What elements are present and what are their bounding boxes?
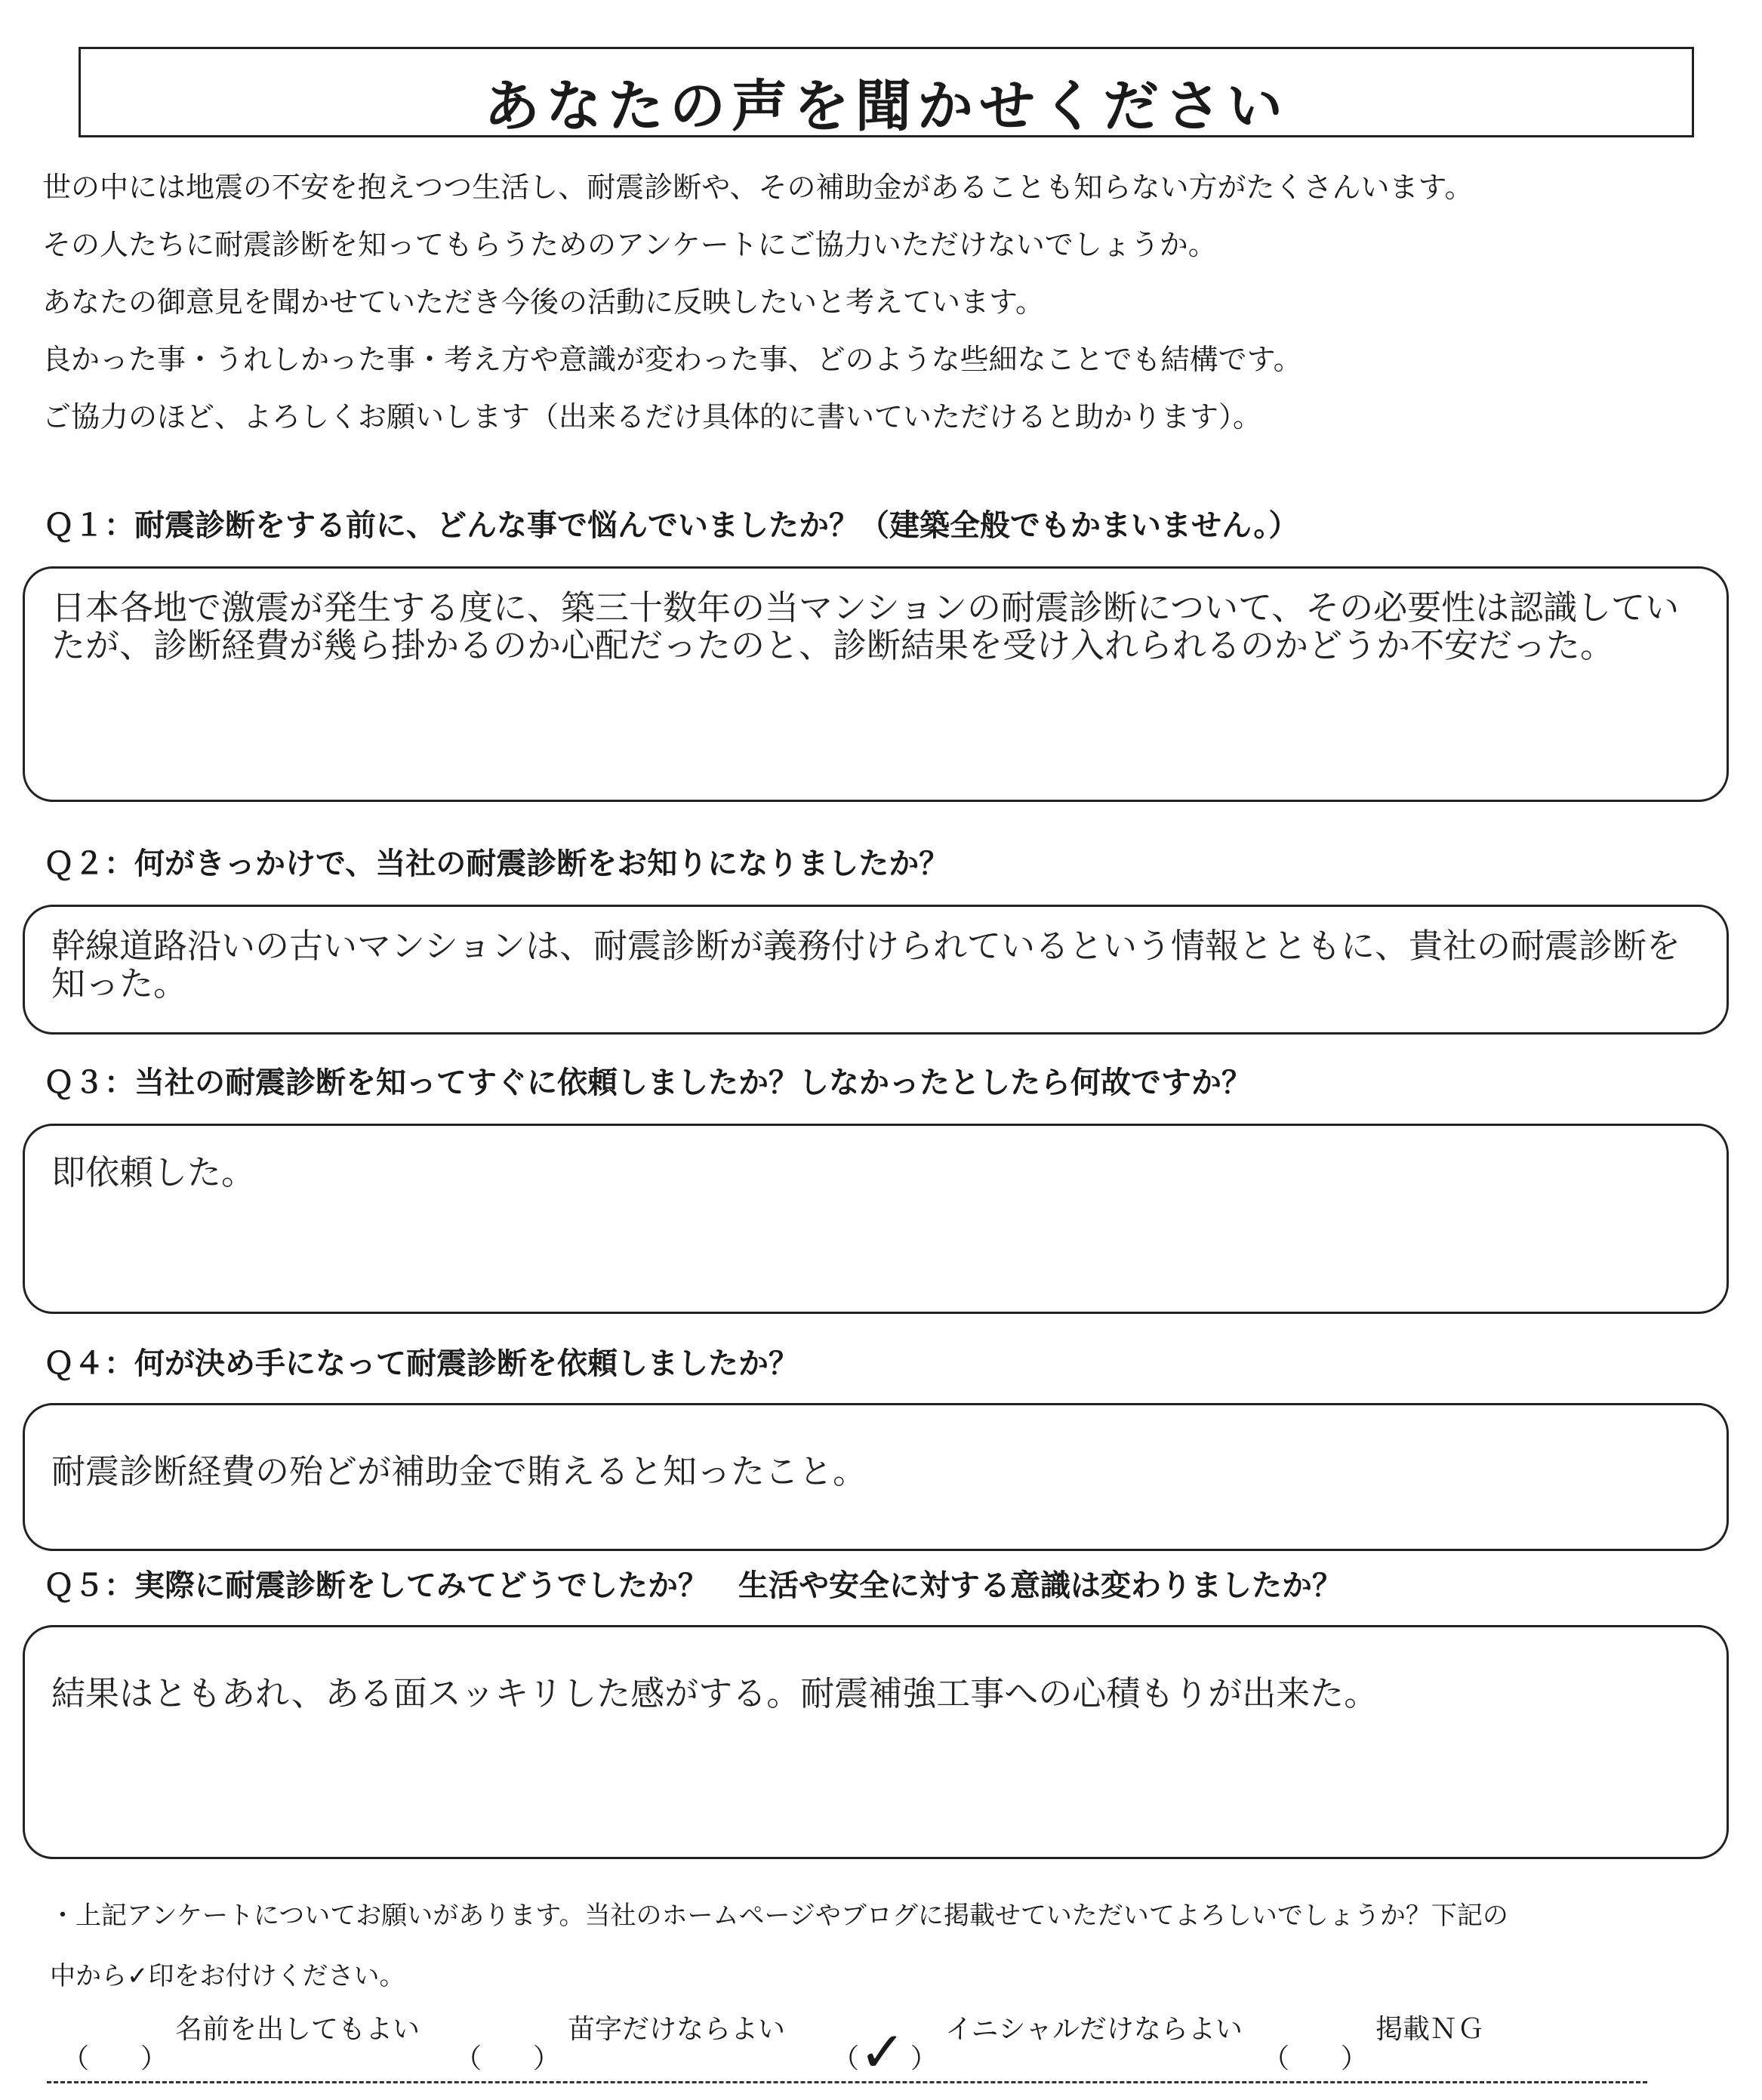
question-3-label: Ｑ３：当社の耐震診断を知ってすぐに依頼しましたか？しなかったとしたら何故ですか？ (44, 1065, 1252, 1100)
answer-3-box[interactable] (23, 1124, 1729, 1314)
publication-request-note: ・上記アンケートについてお願いがあります。当社のホームページやブログに掲載せていただいてよろしいでしょうか？下記の (50, 1901, 1508, 1931)
cut-line-divider (47, 2081, 1647, 2083)
check-mark-icon: ✓ (127, 1961, 149, 1991)
answer-2-text: 幹線道路沿いの古いマンションは、耐震診断が義務付けられているという情報とともに、貴社の耐震診断を知った。 (51, 926, 1680, 1004)
option-label: 苗字だけならよい (568, 2014, 786, 2045)
answer-5-box[interactable] (23, 1625, 1729, 1859)
option-label: イニシャルだけならよい (945, 2014, 1243, 2045)
answer-3-text: 即依頼した。 (51, 1152, 256, 1192)
option-label: 掲載ＮＧ (1375, 2014, 1485, 2045)
intro-line: ご協力のほど、よろしくお願いします（出来るだけ具体的に書いていただけると助かります）。 (42, 400, 1262, 433)
intro-line: その人たちに耐震診断を知ってもらうためのアンケートにご協力いただけないでしょうか。 (42, 228, 1217, 261)
intro-line: 良かった事・うれしかった事・考え方や意識が変わった事、どのような些細なことでも結構です。 (42, 343, 1302, 376)
instruction-text: 中から (50, 1961, 127, 1991)
question-4-label: Ｑ４：何が決め手になって耐震診断を依頼しましたか？ (44, 1346, 799, 1381)
option-initials-only[interactable]: （ ✓ ） イニシャルだけならよい (832, 2014, 1243, 2085)
question-5-label: Ｑ５：実際に耐震診断をしてみてどうでしたか？ 生活や安全に対する意識は変わりましたか？ (44, 1568, 1342, 1603)
title-box (79, 47, 1694, 137)
intro-line: あなたの御意見を聞かせていただき今後の活動に反映したいと考えています。 (42, 285, 1044, 319)
answer-1-text: 日本各地で激震が発生する度に、築三十数年の当マンションの耐震診断について、その必要性は認識していたが、診断経費が幾ら掛かるのか心配だったのと、診断結果を受け入れられるのかどうか不安だった。 (51, 587, 1680, 665)
answer-4-text: 耐震診断経費の殆どが補助金で賄えると知ったこと。 (51, 1451, 867, 1491)
option-full-name[interactable]: （ ） 名前を出してもよい (62, 2014, 420, 2074)
publication-request-instruction (50, 1957, 405, 1995)
question-2-label: Ｑ２：何がきっかけで、当社の耐震診断をお知りになりましたか？ (44, 846, 950, 881)
instruction-text: 印をお付けください。 (148, 1961, 405, 1991)
answer-5-text: 結果はともあれ、ある面スッキリした感がする。耐震補強工事への心積もりが出来た。 (51, 1673, 1378, 1713)
intro-text (42, 159, 1718, 446)
page-title: あなたの声を聞かせください (484, 74, 1289, 139)
intro-line: 世の中には地震の不安を抱えつつ生活し、耐震診断や、その補助金があることも知らない方がたくさんいます。 (42, 171, 1474, 204)
option-no-publication[interactable]: （ ） 掲載ＮＧ (1262, 2014, 1485, 2074)
publication-options (62, 2009, 1723, 2085)
question-1-label: Ｑ１：耐震診断をする前に、どんな事で悩んでいましたか？（建築全般でもかまいません。） (44, 508, 1299, 543)
option-surname-only[interactable]: （ ） 苗字だけならよい (454, 2014, 786, 2074)
option-label: 名前を出してもよい (175, 2014, 420, 2045)
handwritten-check-icon: ✓ (859, 2020, 907, 2085)
